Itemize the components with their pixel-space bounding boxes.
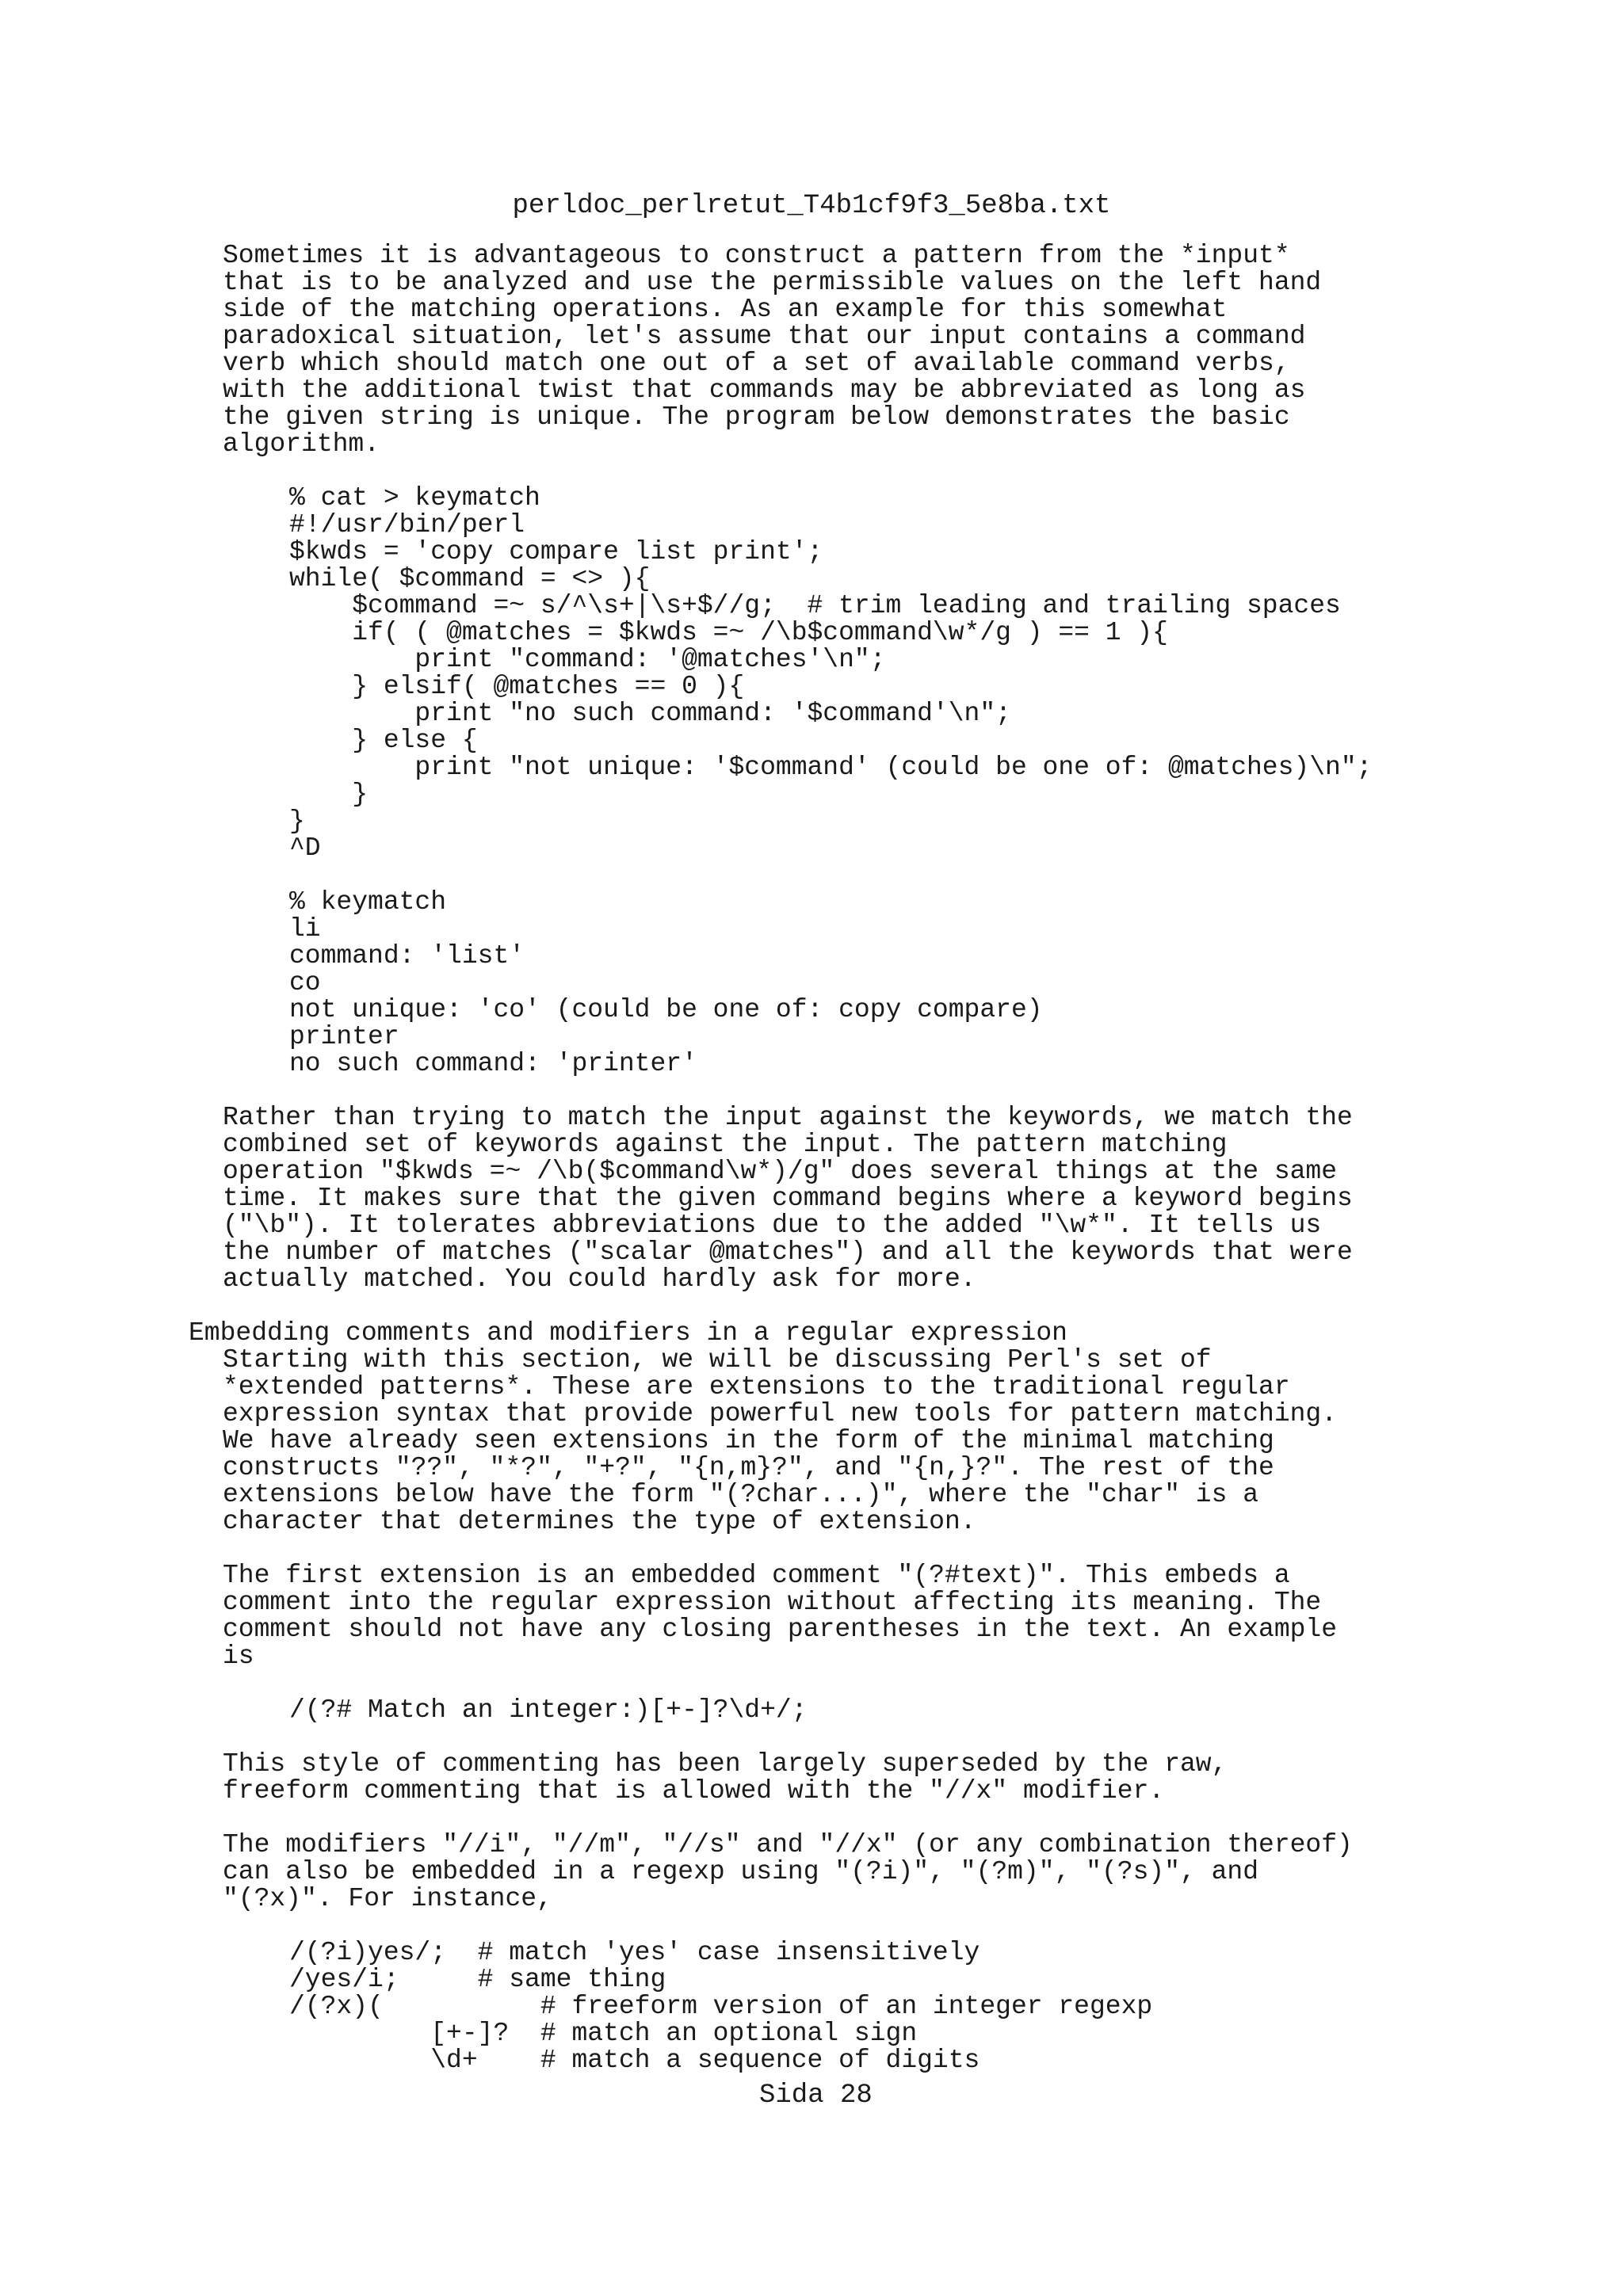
code-block-modifiers: /(?i)yes/; # match 'yes' case insensitively /yes/i; # same thing /(?x)( # freeform version of an integer regexp [+-]? # match an optional sign \d+ # match a sequence of digits bbox=[289, 1938, 1153, 2075]
paragraph-modifiers: The modifiers "//i", "//m", "//s" and "//x" (or any combination thereof) can also be embedded in a regexp using "(?i)", "(?m)", "(?s)", and "(?x)". For instance, bbox=[223, 1830, 1353, 1913]
code-block-embedded-comment: /(?# Match an integer:)[+-]?\d+/; bbox=[289, 1695, 808, 1725]
paragraph-rather-than: Rather than trying to match the input against the keywords, we match the combined set of keywords against the input. The pattern matching operation "$kwds =~ /\b($command\w*)/g" does several things at the same time. It makes sure that the given command begins where a keyword begins ("\b"). It tolerates abbreviations due to the added "\w*". It tells us the number of matches ("scalar @matches") and all the keywords that were actually matched. You could hardly ask for more. bbox=[223, 1103, 1353, 1294]
paragraph-first-extension: The first extension is an embedded comment "(?#text)". This embeds a comment into the regular expression without affecting its meaning. The comment should not have any closing parentheses in the text. An example is bbox=[223, 1561, 1338, 1671]
code-block-keymatch: % cat > keymatch #!/usr/bin/perl $kwds = 'copy compare list print'; while( $command = <> ){ $command =~ s/^\s+|\s+$//g; # trim leading and trailing spaces if( ( @matches = $kwds =~ /\b$command\w*/g ) == 1 ){ print "command: '@matches'\n"; } elsif( @matches == 0 ){ print "no such command: '$command'\n"; } else { print "not unique: '$command' (could be one of: @matches)\n"; } } ^D bbox=[289, 483, 1373, 863]
section-heading: Embedding comments and modifiers in a regular expression bbox=[189, 1318, 1067, 1348]
page-footer: Sida 28 bbox=[759, 2081, 873, 2111]
paragraph-intro: Sometimes it is advantageous to construct a pattern from the *input* that is to be analyzed and use the permissible values on the left hand side of the matching operations. As an example for this somewhat paradoxical situation, let's assume that our input contains a command verb which should match one out of a set of available command verbs, with the additional twist that commands may be abbreviated as long as the given string is unique. The program below demonstrates the basic algorithm. bbox=[223, 241, 1322, 459]
page-header: perldoc_perlretut_T4b1cf9f3_5e8ba.txt bbox=[512, 191, 1111, 221]
page-content bbox=[189, 242, 1607, 2074]
paragraph-extended-patterns: Starting with this section, we will be discussing Perl's set of *extended patterns*. These are extensions to the traditional regular expression syntax that provide powerful new tools for pattern matching. We have already seen extensions in the form of the minimal matching constructs "??", "*?", "+?", "{n,m}?", and "{n,}?". The rest of the extensions below have the form "(?char...)", where the "char" is a character that determines the type of extension. bbox=[223, 1345, 1338, 1536]
paragraph-commenting-style: This style of commenting has been largely superseded by the raw, freeform commenting that is allowed with the "//x" modifier. bbox=[223, 1749, 1228, 1806]
code-block-keymatch-run: % keymatch li command: 'list' co not unique: 'co' (could be one of: copy compare) printer no such command: 'printer' bbox=[289, 887, 1043, 1078]
